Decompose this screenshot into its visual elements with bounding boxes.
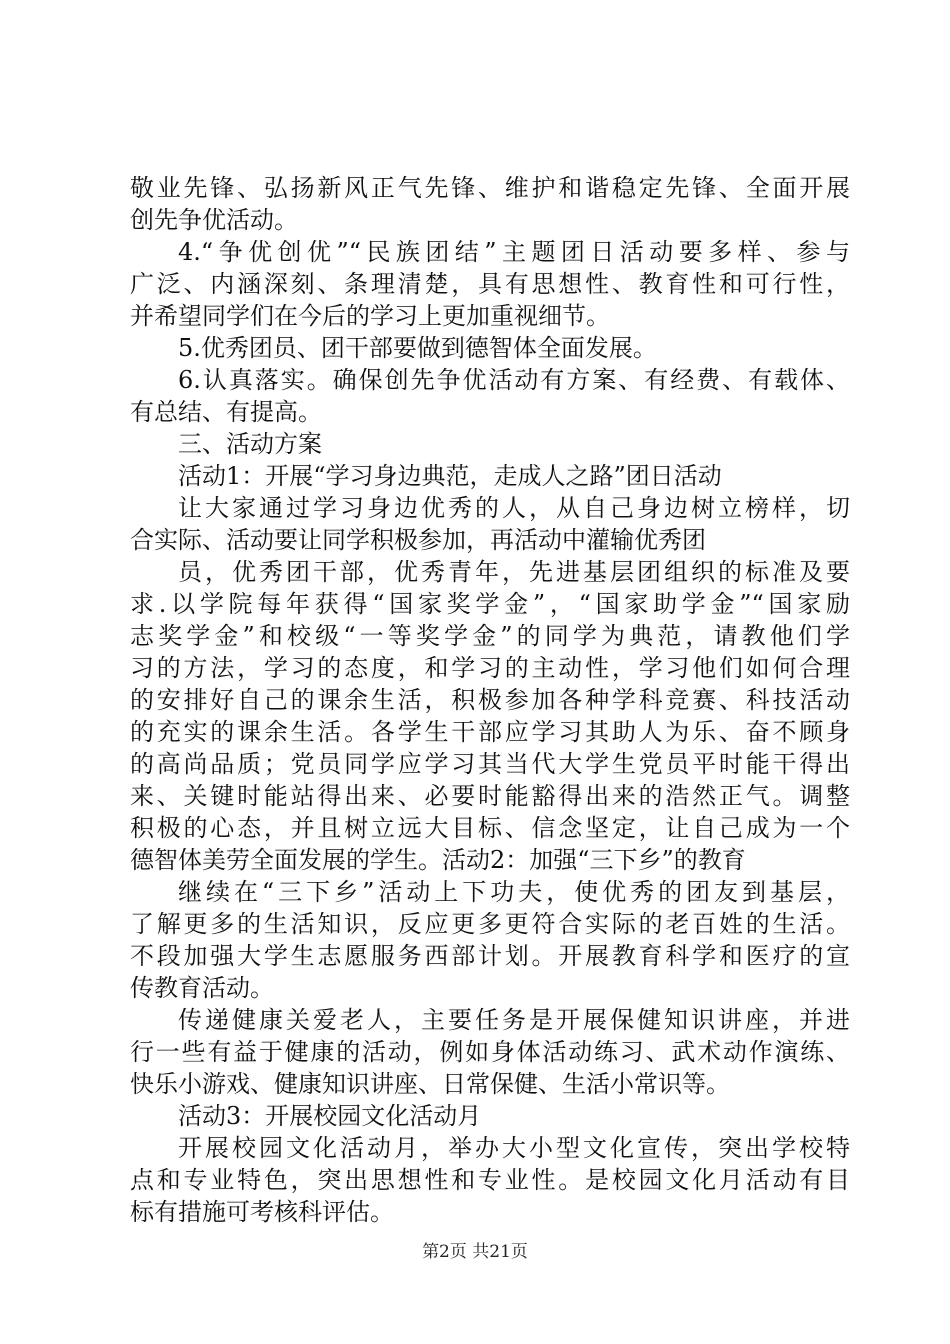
text-line: 的充实的课余生活。各学生干部应学习其助人为乐、奋不顾身 <box>130 718 850 746</box>
text-line: 继续在“三下乡”活动上下功夫，使优秀的团友到基层， <box>178 878 850 906</box>
text-line: 传教育活动。 <box>130 974 274 1002</box>
text-line: 6.认真落实。确保创先争优活动有方案、有经费、有载体、 <box>178 366 850 394</box>
page-footer: 第2页 共21页 <box>422 1242 528 1262</box>
text-line: 志奖学金”和校级“一等奖学金”的同学为典范，请教他们学 <box>130 622 850 650</box>
text-line: 积极的心态，并且树立远大目标、信念坚定，让自己成为一个 <box>130 814 850 842</box>
text-line: 有总结、有提高。 <box>130 398 322 426</box>
text-line: 合实际、活动要让同学积极参加，再活动中灌输优秀团 <box>130 526 706 554</box>
text-line: 习的方法，学习的态度，和学习的主动性，学习他们如何合理 <box>130 654 850 682</box>
text-line: 让大家通过学习身边优秀的人，从自己身边树立榜样，切 <box>178 494 850 522</box>
text-line: 敬业先锋、弘扬新风正气先锋、维护和谐稳定先锋、全面开展 <box>130 174 850 202</box>
text-line: 4.“争优创优”“民族团结”主题团日活动要多样、参与 <box>178 238 850 266</box>
text-line: 三、活动方案 <box>178 430 322 458</box>
document-body <box>130 172 850 1228</box>
text-line: 不段加强大学生志愿服务西部计划。开展教育科学和医疗的宣 <box>130 942 850 970</box>
text-line: 求.以学院每年获得“国家奖学金”，“国家助学金”“国家励 <box>130 590 850 618</box>
text-line: 创先争优活动。 <box>130 206 298 234</box>
text-line: 点和专业特色，突出思想性和专业性。是校园文化月活动有目 <box>130 1166 850 1194</box>
text-line: 的高尚品质；党员同学应学习其当代大学生党员平时能干得出 <box>130 750 850 778</box>
text-line: 快乐小游戏、健康知识讲座、日常保健、生活小常识等。 <box>130 1070 730 1098</box>
text-line: 来、关键时能站得出来、必要时能豁得出来的浩然正气。调整 <box>130 782 850 810</box>
text-line: 开展校园文化活动月，举办大小型文化宣传，突出学校特 <box>178 1134 850 1162</box>
text-line: 广泛、内涵深刻、条理清楚，具有思想性、教育性和可行性， <box>130 270 850 298</box>
text-line: 德智体美劳全面发展的学生。活动2：加强“三下乡”的教育 <box>130 846 746 874</box>
text-line: 员，优秀团干部，优秀青年，先进基层团组织的标准及要 <box>178 558 850 586</box>
text-line: 并希望同学们在今后的学习上更加重视细节。 <box>130 302 610 330</box>
text-line: 行一些有益于健康的活动，例如身体活动练习、武术动作演练、 <box>130 1038 850 1066</box>
text-line: 传递健康关爱老人，主要任务是开展保健知识讲座，并进 <box>178 1006 850 1034</box>
text-line: 活动1：开展“学习身边典范，走成人之路”团日活动 <box>178 462 722 490</box>
text-line: 的安排好自己的课余生活，积极参加各种学科竞赛、科技活动 <box>130 686 850 714</box>
text-line: 标有措施可考核科评估。 <box>130 1198 394 1226</box>
text-line: 了解更多的生活知识，反应更多更符合实际的老百姓的生活。 <box>130 910 850 938</box>
text-line: 活动3：开展校园文化活动月 <box>178 1102 482 1130</box>
text-line: 5.优秀团员、团干部要做到德智体全面发展。 <box>178 334 657 362</box>
